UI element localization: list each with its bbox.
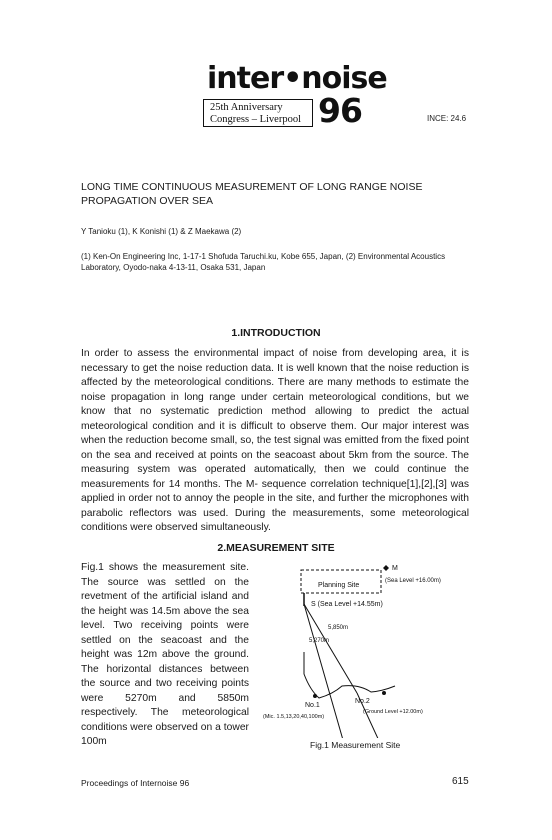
distance-5270-label: 5,270m <box>309 638 330 644</box>
marker-m-label: M <box>392 565 398 572</box>
tower-marker-icon <box>383 565 389 571</box>
receiver-no1-label: No.1 <box>305 702 320 709</box>
receiver-no1-point <box>313 694 317 698</box>
paper-code: INCE: 24.6 <box>427 114 467 123</box>
receiver-no2-label: No.2 <box>355 698 370 705</box>
logo-anniversary-line: 25th Anniversary <box>210 102 283 113</box>
mic-heights-label: (Mic. 1.5,13,20,40,100m) <box>263 714 325 720</box>
paper-authors: Y Tanioku (1), K Konishi (1) & Z Maekawa (2) <box>81 227 242 236</box>
planning-site-label: Planning Site <box>318 582 360 589</box>
paper-title: LONG TIME CONTINUOUS MEASUREMENT OF LONG RANGE NOISE PROPAGATION OVER SEA <box>81 181 423 207</box>
source-label: S (Sea Level +14.55m) <box>311 601 383 608</box>
logo-congress-line: Congress – Liverpool <box>210 114 301 125</box>
conference-logo-box <box>203 99 313 127</box>
ground-level-label: (Ground Level +12.00m) <box>363 709 423 715</box>
coastline <box>304 652 395 698</box>
conference-logo-wordmark: inter•noise <box>207 61 387 96</box>
footer-proceedings: Proceedings of Internoise 96 <box>81 778 190 788</box>
section-heading-measurement-site: 2.MEASUREMENT SITE <box>217 542 335 554</box>
path-to-no2-upper <box>304 604 357 693</box>
measurement-site-paragraph: Fig.1 shows the measurement site. The source was settled on the revetment of the artificial island and the height was 14.5m above the sea level. Two receiving points were settled on the seacoast and the height was 12m above the ground. The horizontal distances between the source and two receiving points were 5270m and 5850m respectively. The meteorological conditions were observed on a tower 100m <box>81 562 249 747</box>
page-number: 615 <box>452 776 469 787</box>
distance-5850-label: 5,850m <box>328 625 349 631</box>
paper-affiliation: (1) Ken-On Engineering Inc, 1-17-1 Shofuda Taruchi.ku, Kobe 655, Japan, (2) Environmental Acoustics Laboratory, Oyodo-naka 4-13-11, Osaka 531, Japan <box>81 252 446 272</box>
figure-caption: Fig.1 Measurement Site <box>310 740 401 750</box>
measurement-site-figure <box>258 560 468 738</box>
receiver-no2-point <box>382 691 386 695</box>
logo-year-number: 96 <box>318 91 362 130</box>
sea-level-m-label: (Sea Level +16.00m) <box>385 578 441 584</box>
section-heading-introduction: 1.INTRODUCTION <box>231 327 321 339</box>
introduction-paragraph: In order to assess the environmental impact of noise from developing area, it is necessary to get the noise reduction data. It is well known that the noise reduction is affected by the meteorological conditions. There are many methods to estimate the noise propagation in long range under certain meteorological conditions, but we know that no systematic prediction method allowing to predict the actual meteorological condition and it is difficult to observe them. Our major interest was when the reduction become small, so, the test signal was emitted from the fixed point on the sea and received at points on the seacoast about 5km from the source. The measuring system was operated automatically, then we could continue the measurements for 14 months. The M- sequence correlation technique[1],[2],[3] was applied in order not to annoy the people in the site, and further the microphones with parabolic reflectors was used. During the measurements, some meteorological conditions were observed simultaneously. <box>81 348 469 533</box>
